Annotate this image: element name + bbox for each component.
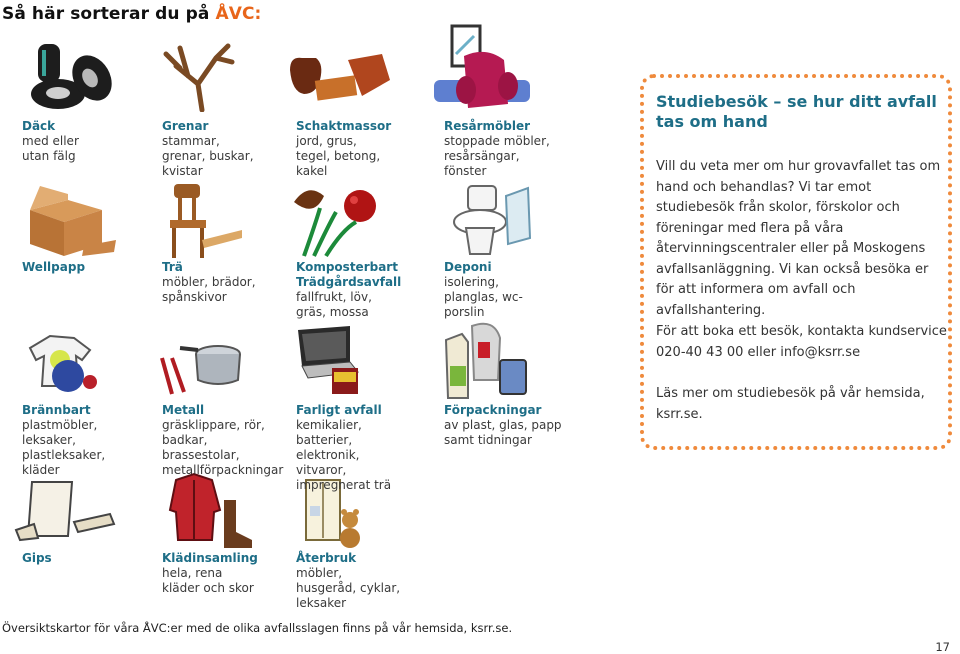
garden-waste-icon [290,182,384,258]
title-highlight: ÅVC: [215,4,262,24]
page-title: Så här sorterar du på ÅVC: [2,4,262,24]
category-farligt-avfall [296,403,446,493]
category-gips [22,551,172,566]
category-desc: möbler, brädor, spånskivor [162,275,256,304]
category-kompost [296,260,446,320]
category-desc: isolering, planglas, wc-porslin [444,275,523,319]
category-dack [22,119,172,164]
category-deponi [444,260,594,320]
study-visit-heading: Studiebesök – se hur ditt avfall tas om hand [656,92,937,131]
category-name: Farligt avfall [296,403,382,417]
packaging-icon [438,320,532,402]
category-desc: jord, grus, tegel, betong, kakel [296,134,381,178]
cardboard-box-icon [22,180,118,258]
clothes-icon [164,470,254,550]
study-visit-box [640,74,952,450]
category-name: Gips [22,551,52,565]
toys-icon [24,326,110,402]
category-desc: med eller utan fälg [22,134,79,163]
category-resarmobler [444,119,594,179]
category-name: Brännbart [22,403,91,417]
category-name: Metall [162,403,205,417]
page-number: 17 [935,640,950,654]
laptop-paint-icon [292,322,384,398]
category-name: Schaktmassor [296,119,392,133]
category-name: Förpackningar [444,403,542,417]
category-desc: stoppade möbler, resårsängar, fönster [444,134,550,178]
branch-icon [158,40,238,112]
category-desc: hela, rena kläder och skor [162,566,254,595]
category-name: Klädinsamling [162,551,258,565]
category-name: Komposterbart Trädgårdsavfall [296,260,402,289]
category-forpackningar [444,403,594,448]
category-grenar [162,119,312,179]
study-visit-website: Läs mer om studiebesök på vår hemsida, ksrr.se. [656,386,925,422]
category-desc: gräsklippare, rör, badkar, brassestolar, metallförpackningar [162,418,284,477]
category-name: Resårmöbler [444,119,531,133]
category-name: Däck [22,119,56,133]
category-schaktmassor [296,119,446,179]
category-kladinsamling [162,551,312,596]
category-name: Grenar [162,119,209,133]
category-wellpapp [22,260,172,275]
category-desc: fallfrukt, löv, gräs, mossa [296,290,372,319]
category-desc: kemikalier, batterier, elektronik, vitvaror, impregnerat trä [296,418,392,492]
bricks-icon [286,50,392,108]
category-name: Trä [162,260,183,274]
category-name: Återbruk [296,551,357,565]
footer-note: Översiktskartor för våra ÅVC:er med de olika avfallsslagen finns på vår hemsida, ksrr.se. [2,621,513,635]
category-name: Deponi [444,260,492,274]
metal-pot-icon [158,328,250,398]
armchair-icon [428,24,536,118]
category-tra [162,260,312,305]
category-brannbart [22,403,172,478]
category-aterbruk [296,551,446,611]
study-visit-intro: Vill du veta mer om hur grovavfallet tas om hand och behandlas? Vi tar emot studiebesök från skolor, förskolor och föreningar med flera på våra återvinningscentraler eller på Moskogens avfallsanläggning. Vi kan också besöka er för att informera om avfall och avfallshantering. [656,159,941,318]
category-desc: plastmöbler, leksaker, plastleksaker, kläder [22,418,106,477]
category-desc: möbler, husgeråd, cyklar, leksaker [296,566,401,610]
study-visit-contact: För att boka ett besök, kontakta kundservice 020-40 43 00 eller info@ksrr.se [656,324,947,360]
plaster-board-icon [14,478,118,542]
tires-icon [28,38,112,114]
category-desc: stammar, grenar, buskar, kvistar [162,134,254,178]
category-name: Wellpapp [22,260,86,274]
toilet-icon [440,180,536,260]
category-metall [162,403,312,478]
wooden-chair-icon [160,180,244,260]
category-desc: av plast, glas, papp samt tidningar [444,418,562,447]
